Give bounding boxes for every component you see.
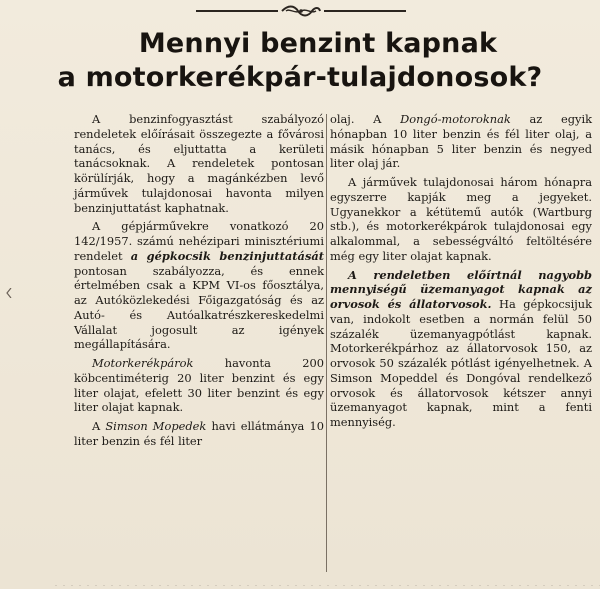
- paragraph-decree: [74, 219, 324, 352]
- article-column-left: [74, 112, 324, 453]
- article-headline: [0, 27, 600, 95]
- paragraph-doctors: [330, 268, 592, 430]
- simson-text-c: havi ellátmánya 10 liter benzin és fél liter: [74, 419, 324, 448]
- column-divider: [326, 114, 327, 572]
- article-column-right: [330, 112, 592, 434]
- decree-emphasis: a gépkocsik benzinjuttatását: [130, 248, 324, 263]
- simson-emphasis: Simson Mopedek: [105, 419, 207, 433]
- paragraph-simson: [74, 419, 324, 449]
- paragraph-dongo: [330, 112, 592, 171]
- paragraph-coupons: A járművek tulajdonosai három hónapra egyszerre kapják meg a jegyeket. Ugyanekkor a kétütemű autók (Wartburg stb.), és motorkerékpárok tulajdonosai egy alkalommal, a sebességváltó feltöltésére még egy liter olajat kapnak.: [330, 175, 592, 263]
- top-ornament: [196, 4, 406, 18]
- headline-line-2: a motorkerékpár-tulajdonosok?: [57, 62, 543, 93]
- headline-line-1: Mennyi benzint kapnak: [138, 28, 498, 59]
- decree-text-c: pontosan szabályozza, és ennek értelmében csak a KPM VI-os főosztálya, az Autóközlekedési Főigazgatóság és az Autó- és Autóalkatrészkereskedelmi Vállalat jogosult az igények megállapítására.: [74, 263, 324, 352]
- decree-text-a: A gépjárművekre vonatkozó 20 142/1957. számú nehézipari minisztériumi rendelet: [74, 219, 324, 263]
- top-rule-left: [196, 10, 278, 12]
- motorcycles-text: havonta 200 köbcentiméterig 20 liter benzint és egy liter olajat, efelett 30 liter benzint és egy liter olajat kapnak.: [74, 356, 324, 415]
- dongo-text-a: olaj. A: [330, 112, 401, 126]
- paragraph-motorcycles: [74, 356, 324, 415]
- doctors-text: Ha gépkocsijuk van, indokolt esetben a normán felül 50 százalék üzemanyagpótlást kapnak. Motorkerékpárhoz az állatorvosok 150, az orvosok 50 százalék pótlást igényelhetnek. A Simson Mopeddel és Dongóval rendelkező orvosok és állatorvosok kétszer annyi üzemanyagot kapnak, mint a fenti mennyiség.: [330, 297, 592, 429]
- dongo-text-c: az egyik hónapban 10 liter benzin és fél liter olaj, a másik hónapban 5 liter benzin és negyed liter olaj jár.: [330, 112, 592, 171]
- simson-text-a: A: [92, 419, 106, 433]
- paragraph-intro: A benzinfogyasztást szabályozó rendeletek előírásait összegezte a fővárosi tanács, és eljuttatta a kerületi tanácsoknak. A rendeletek pontosan körülírják, hogy a magánkézben levő járművek tulajdonosai havonta milyen benzinjuttatást kaphatnak.: [74, 112, 324, 215]
- margin-mark: [6, 283, 12, 293]
- top-rule-right: [324, 10, 406, 12]
- bottom-ornament-border: [52, 578, 600, 586]
- motorcycles-emphasis: Motorkerékpárok: [92, 356, 194, 370]
- flourish-ornament: [280, 4, 322, 18]
- doctors-emphasis: A rendeletben előírtnál nagyobb mennyiségű üzemanyagot kapnak az orvosok és állatorvosok.: [330, 267, 592, 311]
- dongo-emphasis: Dongó-motoroknak: [400, 112, 511, 126]
